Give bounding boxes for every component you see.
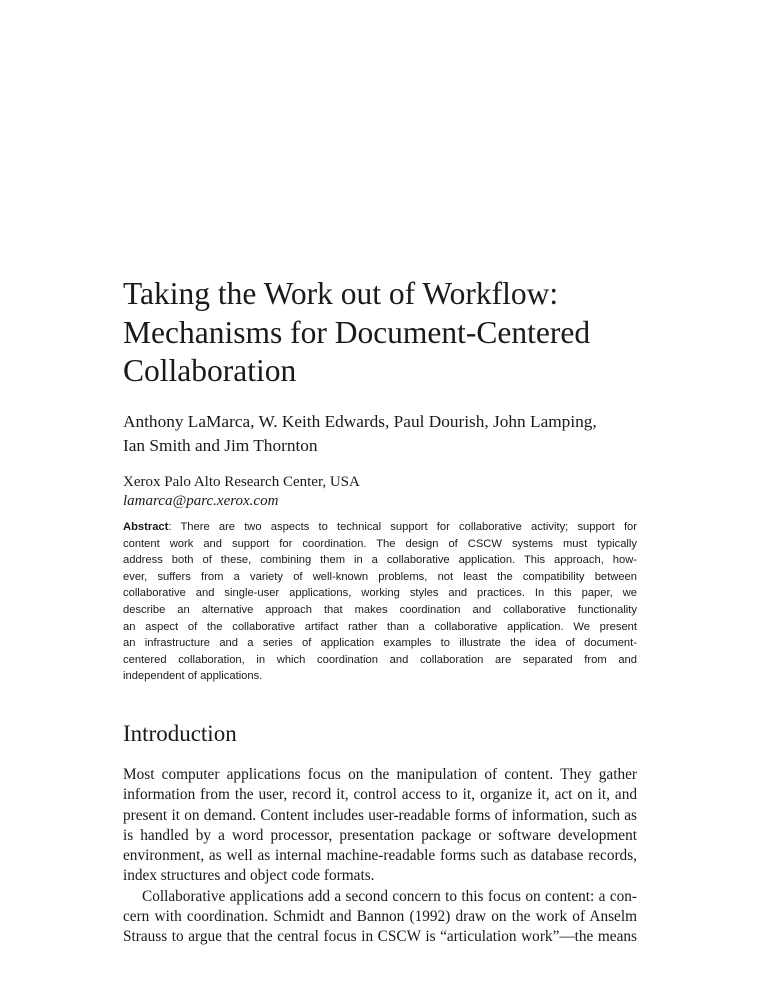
- abstract-line: an infrastructure and a series of application examples to illustrate the idea of document-: [123, 637, 637, 650]
- abstract-line: ever, suffers from a variety of well-known problems, not least the compatibility between: [123, 570, 637, 583]
- title-line: Collaboration: [123, 353, 297, 388]
- abstract-line: centered collaboration, in which coordination and collaboration are separated from and: [123, 653, 637, 666]
- section-heading: Introduction: [123, 721, 237, 746]
- title-line: Taking the Work out of Workflow:: [123, 276, 559, 311]
- author-line: Ian Smith and Jim Thornton: [123, 436, 318, 455]
- abstract-line: collaborative and single-user applications, working styles and practices. In this paper, we: [123, 587, 637, 600]
- body-line: Most computer applications focus on the manipulation of content. They gather: [123, 766, 637, 783]
- body-line: information from the user, record it, control access to it, organize it, act on it, and: [123, 786, 637, 804]
- abstract-line: independent of applications.: [123, 670, 263, 683]
- abstract-line: content work and support for coordination. The design of CSCW systems must typically: [123, 537, 637, 550]
- body-line: cern with coordination. Schmidt and Bannon (1992) draw on the work of Anselm: [123, 908, 637, 926]
- body-line: present it on demand. Content includes user-readable forms of information, such as: [123, 806, 637, 824]
- body-line: Collaborative applications add a second concern to this focus on content: a con-: [142, 887, 637, 905]
- body-line: index structures and object code formats.: [123, 867, 375, 885]
- body-line: Strauss to argue that the central focus in CSCW is “articulation work”—the means: [123, 928, 637, 946]
- abstract: [123, 519, 637, 685]
- affiliation-block: [123, 473, 360, 511]
- abstract-line: address both of these, combining them in a collaborative application. This approach, how-: [123, 554, 637, 567]
- abstract-line: [123, 519, 637, 536]
- abstract-line: describe an alternative approach that makes coordination and collaborative functionality: [123, 603, 637, 616]
- author-line: Anthony LaMarca, W. Keith Edwards, Paul Dourish, John Lamping,: [123, 412, 597, 431]
- abstract-line: an aspect of the collaborative artifact rather than a collaborative application. We present: [123, 620, 637, 633]
- abstract-text: : There are two aspects to technical support for collaborative activity; support for: [168, 521, 637, 533]
- body-text: [123, 765, 637, 948]
- title-line: Mechanisms for Document-Centered: [123, 314, 591, 350]
- body-line: is handled by a word processor, presentation package or software development: [123, 826, 637, 844]
- abstract-label: Abstract: [123, 521, 169, 533]
- body-line: environment, as well as internal machine-readable forms such as database records,: [123, 847, 637, 865]
- author-email: lamarca@parc.xerox.com: [123, 493, 279, 509]
- author-list: [123, 410, 643, 458]
- affiliation: Xerox Palo Alto Research Center, USA: [123, 474, 360, 490]
- paper-title: [123, 275, 643, 391]
